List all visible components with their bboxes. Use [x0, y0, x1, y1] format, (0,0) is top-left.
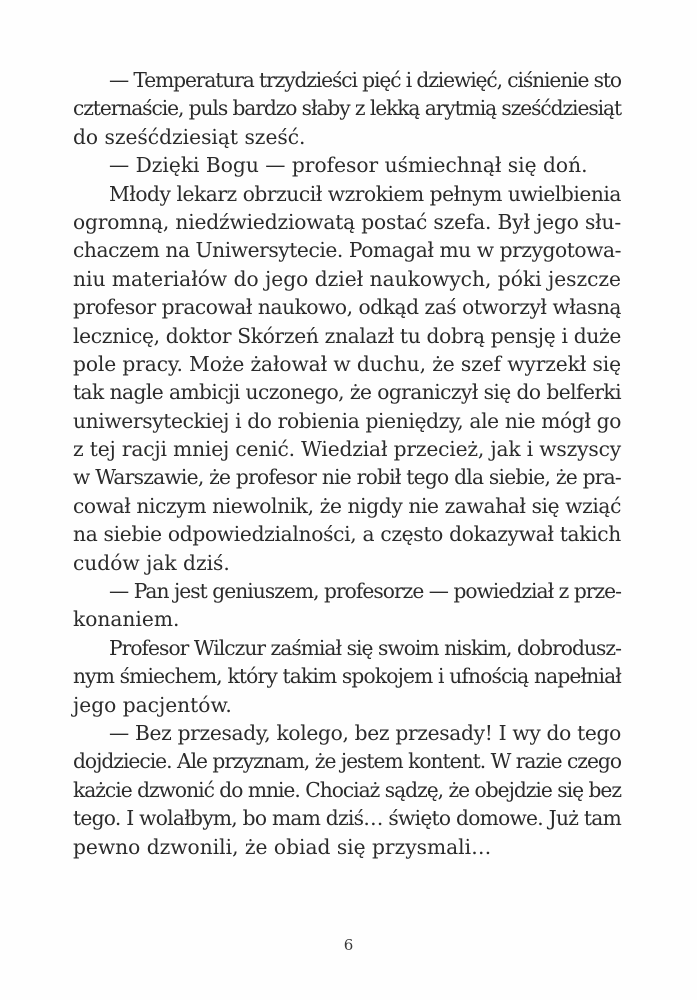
- text-line: tak nagle ambicji uczonego, że ograniczył się do belferki: [73, 380, 621, 405]
- text-line: Profesor Wilczur zaśmiał się swoim niskim, dobrodusz-: [109, 635, 621, 660]
- text-line: — Dzięki Bogu — profesor uśmiechnął się doń.: [109, 153, 588, 178]
- text-line: — Pan jest geniuszem, profesorze — powiedział z prze-: [109, 579, 621, 604]
- text-line: Młody lekarz obrzucił wzrokiem pełnym uwielbienia: [109, 181, 621, 206]
- text-line: jego pacjentów.: [73, 692, 232, 717]
- text-line: lecznicę, doktor Skórzeń znalazł tu dobrą pensję i duże: [73, 323, 621, 348]
- text-line: pole pracy. Może żałował w duchu, że szef wyrzekł się: [73, 351, 621, 376]
- text-line: nym śmiechem, który takim spokojem i ufnością napełniał: [73, 664, 621, 689]
- text-line: — Temperatura trzydzieści pięć i dziewięć, ciśnienie sto: [109, 68, 621, 92]
- text-line: cował niczym niewolnik, że nigdy nie zawahał się wziąć: [73, 493, 621, 518]
- text-line: uniwersyteckiej i do robienia pieniędzy, ale nie mógł go: [73, 408, 621, 433]
- text-line: ogromną, niedźwiedziowatą postać szefa. Był jego słu-: [73, 209, 622, 234]
- text-line: cudów jak dziś.: [73, 550, 230, 575]
- text-line: konaniem.: [73, 607, 180, 632]
- text-line: pewno dzwonili, że obiad się przysmali…: [73, 834, 492, 859]
- page-body-text: [73, 66, 621, 861]
- text-line: na siebie odpowiedzialności, a często dokazywał takich: [73, 522, 622, 547]
- text-line: czternaście, puls bardzo słaby z lekką arytmią sześćdziesiąt: [73, 96, 621, 121]
- text-line: w Warszawie, że profesor nie robił tego dla siebie, że pra-: [73, 465, 621, 490]
- page-number: 6: [343, 936, 354, 954]
- text-line: z tej racji mniej cenić. Wiedział przecież, jak i wszyscy: [73, 437, 621, 462]
- text-line: profesor pracował naukowo, odkąd zaś otworzył własną: [73, 295, 621, 320]
- text-line: chaczem na Uniwersytecie. Pomagał mu w przygotowa-: [73, 238, 621, 263]
- text-line: dojdziecie. Ale przyznam, że jestem kontent. W razie czego: [73, 749, 621, 774]
- text-line: każcie dzwonić do mnie. Chociaż sądzę, że obejdzie się bez: [73, 777, 621, 802]
- text-line: tego. I wolałbym, bo mam dziś… święto domowe. Już tam: [73, 806, 621, 831]
- text-line: — Bez przesady, kolego, bez przesady! I wy do tego: [109, 720, 621, 745]
- text-line: niu materiałów do jego dzieł naukowych, póki jeszcze: [73, 266, 621, 291]
- text-line: do sześćdziesiąt sześć.: [73, 124, 306, 149]
